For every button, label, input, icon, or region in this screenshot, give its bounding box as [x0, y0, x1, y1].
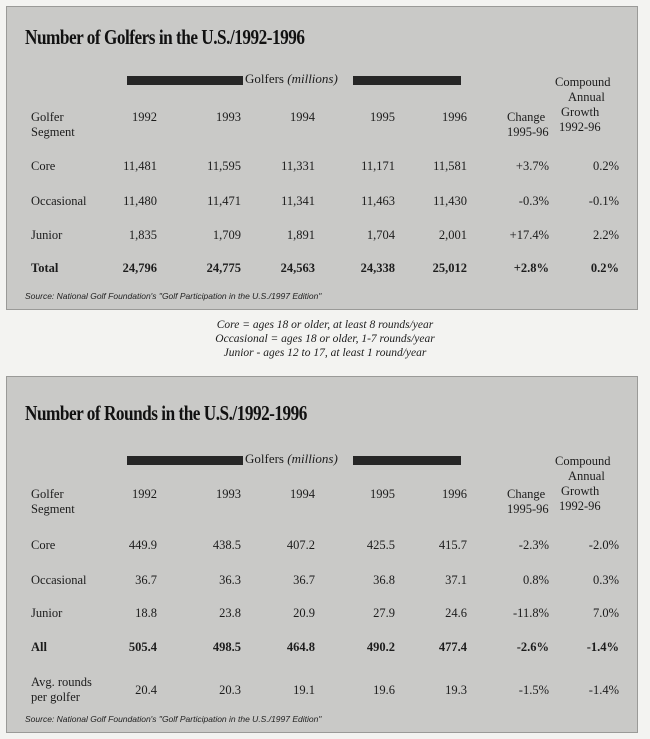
cell-value: 37.1 — [445, 573, 467, 587]
growth-value: -2.0% — [588, 538, 619, 552]
change-header-1: Change — [507, 487, 546, 501]
row-label: Avg. rounds — [31, 675, 92, 689]
cell-value: 36.8 — [373, 573, 395, 587]
year-header-1992: 1992 — [132, 487, 157, 501]
change-value: -2.6% — [516, 640, 549, 654]
cell-value: 2,001 — [438, 228, 467, 242]
cell-value: 20.4 — [135, 683, 157, 697]
segment-header-2: Segment — [31, 125, 75, 139]
change-value: +2.8% — [513, 261, 549, 275]
row-label: Core — [31, 159, 56, 173]
cell-value: 438.5 — [212, 538, 241, 552]
note-occasional: Occasional = ages 18 or older, 1-7 rounds/year — [215, 333, 435, 345]
growth-value: 7.0% — [592, 606, 619, 620]
cell-value: 11,595 — [207, 159, 241, 173]
change-value: 0.8% — [522, 573, 549, 587]
growth-header-4: 1992-96 — [559, 120, 601, 134]
cell-value: 11,471 — [207, 194, 241, 208]
growth-header-3: Growth — [561, 484, 600, 498]
cell-value: 407.2 — [286, 538, 315, 552]
cell-value: 449.9 — [128, 538, 157, 552]
golfers-table-panel — [6, 6, 638, 310]
cell-value: 11,341 — [281, 194, 315, 208]
cell-value: 11,481 — [123, 159, 157, 173]
cell-value: 20.3 — [219, 683, 241, 697]
cell-value: 18.8 — [135, 606, 157, 620]
segment-definitions — [0, 318, 650, 360]
cell-value: 24,796 — [122, 261, 157, 275]
year-header-1994: 1994 — [290, 487, 315, 501]
row-label: All — [31, 640, 47, 654]
year-header-1993: 1993 — [216, 487, 241, 501]
banner-bar-right — [353, 76, 461, 85]
cell-value: 36.7 — [135, 573, 157, 587]
banner-bar-right — [353, 456, 461, 465]
change-header-2: 1995-96 — [507, 125, 549, 139]
growth-header-2: Annual — [568, 469, 605, 483]
segment-header-1: Golfer — [31, 487, 64, 501]
cell-value: 490.2 — [366, 640, 395, 654]
cell-value: 24.6 — [445, 606, 467, 620]
cell-value: 25,012 — [432, 261, 467, 275]
growth-value: 2.2% — [592, 228, 619, 242]
cell-value: 498.5 — [212, 640, 241, 654]
cell-value: 1,891 — [286, 228, 315, 242]
growth-value: -1.4% — [588, 683, 619, 697]
banner-label: Golfers (millions) — [245, 71, 338, 86]
change-value: -1.5% — [518, 683, 549, 697]
rounds-table-panel — [6, 376, 638, 733]
cell-value: 27.9 — [373, 606, 395, 620]
cell-value: 11,331 — [281, 159, 315, 173]
cell-value: 36.3 — [219, 573, 241, 587]
cell-value: 425.5 — [366, 538, 395, 552]
change-value: +17.4% — [509, 228, 549, 242]
growth-header-4: 1992-96 — [559, 499, 601, 513]
change-value: +3.7% — [515, 159, 549, 173]
year-header-1995: 1995 — [370, 487, 395, 501]
source-note: Source: National Golf Foundation's "Golf Participation in the U.S./1997 Edition" — [25, 714, 322, 724]
row-label: Total — [31, 261, 59, 275]
cell-value: 24,563 — [280, 261, 315, 275]
banner-bar-left — [127, 456, 243, 465]
cell-value: 1,709 — [212, 228, 241, 242]
cell-value: 11,581 — [433, 159, 467, 173]
golfers-millions-banner — [7, 73, 639, 87]
cell-value: 20.9 — [293, 606, 315, 620]
change-value: -0.3% — [518, 194, 549, 208]
change-value: -11.8% — [513, 606, 549, 620]
year-header-1993: 1993 — [216, 110, 241, 124]
growth-value: -0.1% — [588, 194, 619, 208]
growth-value: 0.2% — [590, 261, 619, 275]
cell-value: 464.8 — [286, 640, 315, 654]
segment-header-2: Segment — [31, 502, 75, 516]
cell-value: 11,480 — [123, 194, 157, 208]
growth-header-3: Growth — [561, 105, 600, 119]
note-junior: Junior - ages 12 to 17, at least 1 round/year — [223, 347, 427, 359]
note-core: Core = ages 18 or older, at least 8 rounds/year — [216, 319, 434, 331]
cell-value: 505.4 — [128, 640, 157, 654]
growth-value: 0.3% — [592, 573, 619, 587]
cell-value: 23.8 — [219, 606, 241, 620]
year-header-1996: 1996 — [442, 487, 467, 501]
table-title: Number of Golfers in the U.S./1992-1996 — [25, 25, 305, 49]
cell-value: 11,430 — [433, 194, 467, 208]
growth-header-1: Compound — [555, 75, 611, 89]
cell-value: 477.4 — [438, 640, 467, 654]
banner-bar-left — [127, 76, 243, 85]
cell-value: 19.1 — [293, 683, 315, 697]
row-label: Core — [31, 538, 56, 552]
cell-value: 24,338 — [360, 261, 395, 275]
cell-value: 36.7 — [293, 573, 315, 587]
growth-header-1: Compound — [555, 454, 611, 468]
cell-value: 415.7 — [438, 538, 467, 552]
row-label: Junior — [31, 606, 63, 620]
source-note: Source: National Golf Foundation's "Golf Participation in the U.S./1997 Edition" — [25, 291, 322, 301]
banner-label: Golfers (millions) — [245, 451, 338, 466]
growth-value: -1.4% — [586, 640, 619, 654]
change-value: -2.3% — [518, 538, 549, 552]
row-label: Junior — [31, 228, 63, 242]
year-header-1994: 1994 — [290, 110, 315, 124]
year-header-1996: 1996 — [442, 110, 467, 124]
year-header-1995: 1995 — [370, 110, 395, 124]
table-title: Number of Rounds in the U.S./1992-1996 — [25, 401, 307, 425]
year-header-1992: 1992 — [132, 110, 157, 124]
cell-value: 11,463 — [361, 194, 395, 208]
cell-value: 19.6 — [373, 683, 395, 697]
growth-value: 0.2% — [592, 159, 619, 173]
change-header-2: 1995-96 — [507, 502, 549, 516]
cell-value: 11,171 — [361, 159, 395, 173]
change-header-1: Change — [507, 110, 546, 124]
cell-value: 19.3 — [445, 683, 467, 697]
cell-value: 1,835 — [128, 228, 157, 242]
row-label: Occasional — [31, 573, 87, 587]
row-label: Occasional — [31, 194, 87, 208]
cell-value: 24,775 — [206, 261, 241, 275]
segment-header-1: Golfer — [31, 110, 64, 124]
row-label: per golfer — [31, 690, 80, 704]
golfers-millions-banner — [7, 453, 639, 467]
growth-header-2: Annual — [568, 90, 605, 104]
cell-value: 1,704 — [366, 228, 395, 242]
